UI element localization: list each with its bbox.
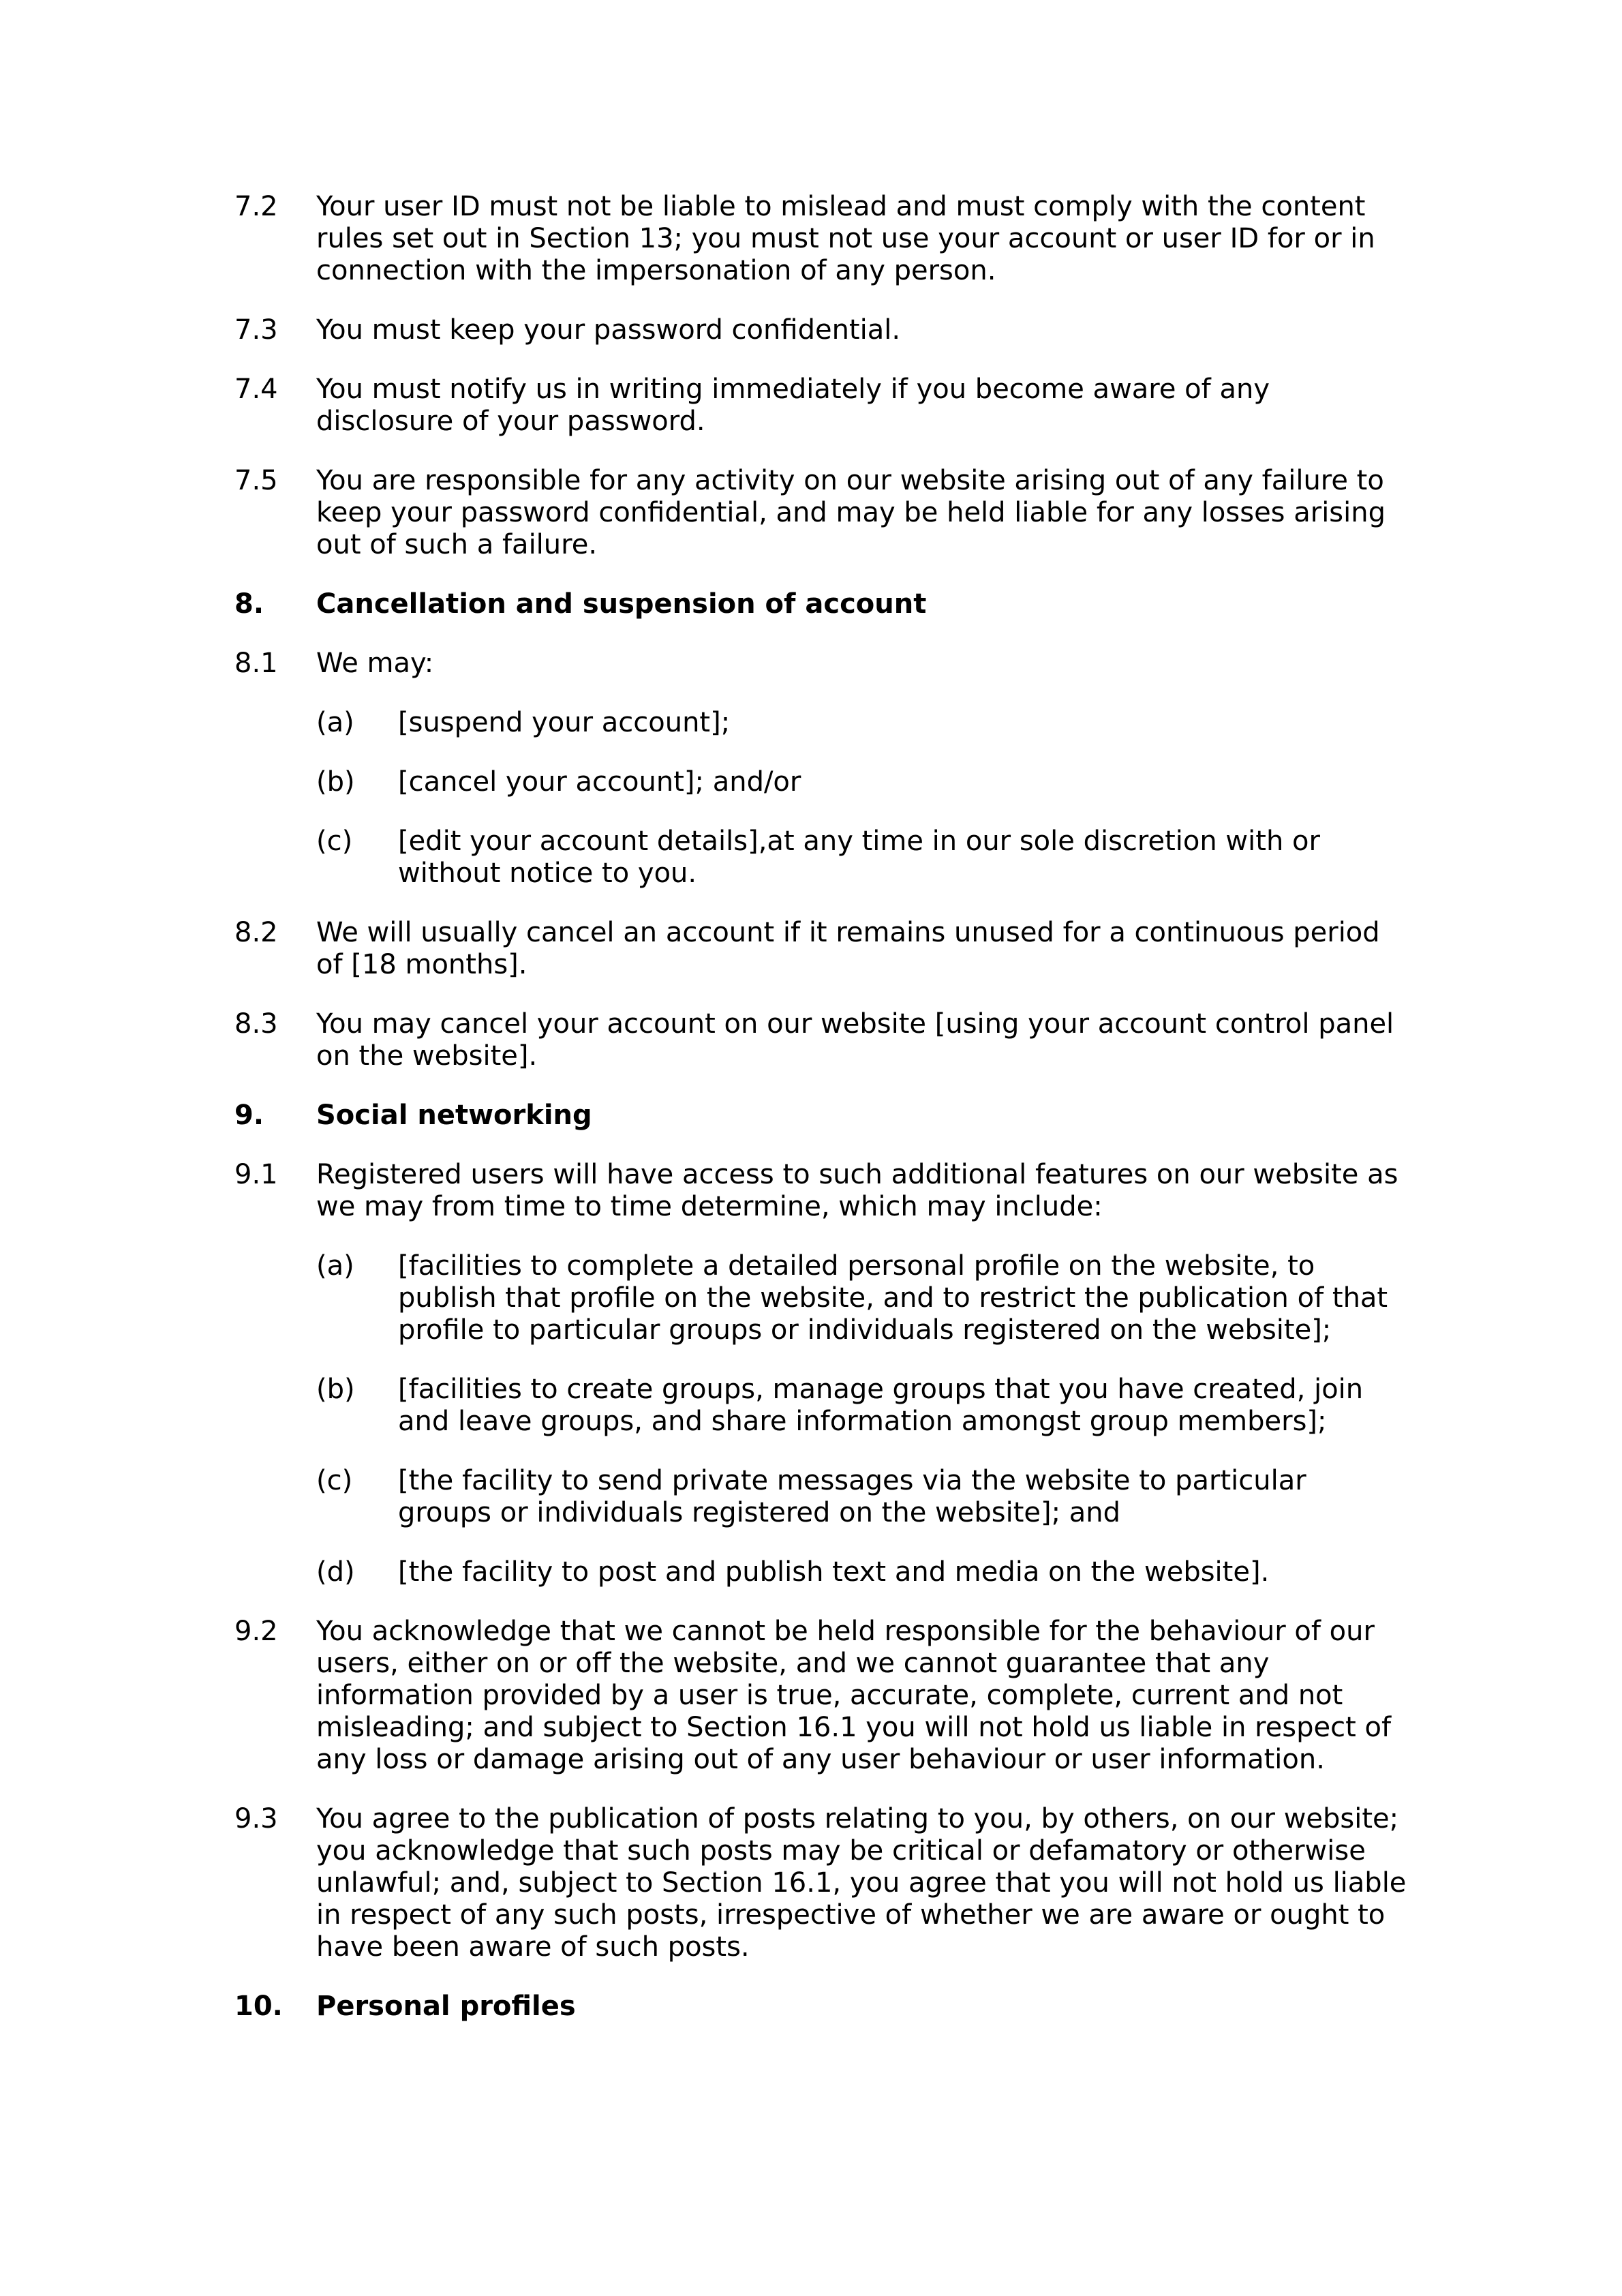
subclause-9-1-d [234,1556,1407,1588]
subclause-9-1-c [234,1465,1407,1529]
clause-8-2 [234,917,1407,981]
clause-number: 9.1 [234,1159,278,1190]
clause-7-5 [234,465,1407,561]
clause-number: 7.4 [234,374,278,405]
clause-text: You may cancel your account on our website [using your account control panel on the website]. [316,1008,1394,1072]
subclause-letter: (a) [316,1250,354,1282]
clause-number: 9.2 [234,1616,278,1647]
subclause-letter: (b) [316,1374,355,1405]
section-title: Social networking [316,1100,592,1131]
clause-number: 7.2 [234,191,278,222]
clause-text: You are responsible for any activity on our website arising out of any failure to keep your password confidential, and may be held liable for any losses arising out of such a failure. [316,465,1386,560]
clause-7-2 [234,191,1407,287]
clause-text: You must keep your password confidential. [316,314,901,346]
section-title: Personal profiles [316,1991,576,2022]
subclause-text: [the facility to send private messages via the website to particular groups or individuals registered on the website]; and [398,1465,1306,1528]
section-heading-10 [234,1991,1407,2023]
subclause-text: [facilities to create groups, manage groups that you have created, join and leave groups, and share information amongst group members]; [398,1374,1364,1437]
subclause-text: [suspend your account]; [398,707,731,738]
clause-text: You must notify us in writing immediately if you become aware of any disclosure of your password. [316,374,1270,437]
section-title: Cancellation and suspension of account [316,588,927,620]
section-heading-9 [234,1100,1407,1132]
clause-number: 8.2 [234,917,278,948]
clause-text: Registered users will have access to such additional features on our website as we may from time to time determine, which may include: [316,1159,1398,1222]
section-number: 8. [234,588,264,620]
clause-number: 9.3 [234,1803,278,1834]
subclause-text: [the facility to post and publish text and media on the website]. [398,1556,1270,1588]
clause-8-1 [234,648,1407,680]
subclause-letter: (a) [316,707,354,738]
clause-text: Your user ID must not be liable to mislead and must comply with the content rules set out in Section 13; you must not use your account or user ID for or in connection with the impersonation of any person. [316,191,1375,286]
subclause-text: [facilities to complete a detailed personal profile on the website, to publish that profile on the website, and to restrict the publication of that profile to particular groups or individuals registered on the website]; [398,1250,1388,1346]
subclause-8-1-b [234,766,1407,798]
section-number: 9. [234,1100,264,1131]
clause-text: We may: [316,648,434,679]
clause-7-3 [234,314,1407,346]
subclause-text: [edit your account details],at any time in our sole discretion with or without notice to you. [398,826,1320,889]
section-heading-8 [234,588,1407,620]
subclause-9-1-b [234,1374,1407,1438]
subclause-text: [cancel your account]; and/or [398,766,801,798]
section-number: 10. [234,1991,283,2022]
clause-text: You agree to the publication of posts relating to you, by others, on our website; you acknowledge that such posts may be critical or defamatory or otherwise unlawful; and, subject to Section 16.1, you agree that you will not hold us liable in respect of any such posts, irrespective of whether we are aware or ought to have been aware of such posts. [316,1803,1407,1963]
subclause-letter: (c) [316,826,353,857]
clause-8-3 [234,1008,1407,1072]
clause-number: 8.3 [234,1008,278,1040]
clause-number: 7.3 [234,314,278,346]
clause-text: We will usually cancel an account if it remains unused for a continuous period of [18 months]. [316,917,1380,980]
subclause-letter: (c) [316,1465,353,1496]
clause-9-3 [234,1803,1407,1963]
subclause-8-1-c [234,826,1407,890]
subclause-8-1-a [234,707,1407,739]
clause-9-1 [234,1159,1407,1223]
clause-9-2 [234,1616,1407,1776]
clause-number: 8.1 [234,648,278,679]
subclause-letter: (d) [316,1556,355,1588]
clause-7-4 [234,374,1407,438]
clause-text: You acknowledge that we cannot be held responsible for the behaviour of our users, either on or off the website, and we cannot guarantee that any information provided by a user is true, accurate, complete, current and not misleading; and subject to Section 16.1 you will not hold us liable in respect of any loss or damage arising out of any user behaviour or user information. [316,1616,1392,1775]
subclause-letter: (b) [316,766,355,798]
document-body [234,191,1407,2050]
clause-number: 7.5 [234,465,278,496]
subclause-9-1-a [234,1250,1407,1346]
